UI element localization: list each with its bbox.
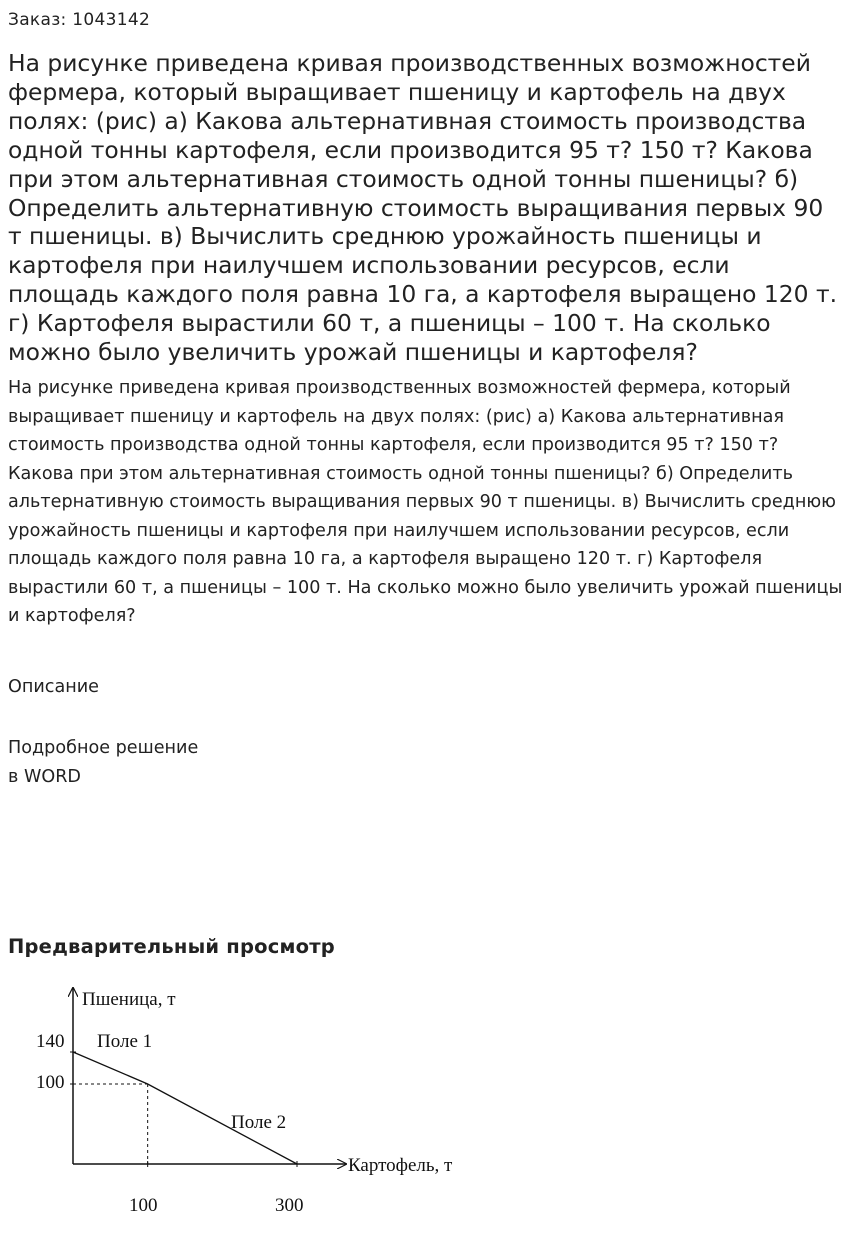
solution-label: Подробное решение <box>8 738 199 758</box>
order-number: Заказ: 1043142 <box>8 10 151 30</box>
task-description: На рисунке приведена кривая производственных возможностей фермера, который выращивает пшеницу и картофель на двух полях: (рис) а) Какова альтернативная стоимость производства одной тонны картофеля, если производится 95 т? 150 т? Какова при этом альтернативная стоимость одной тонны пшеницы? б) Определить альтернативную стоимость выращивания первых 90 т пшеницы. в) Вычислить среднюю урожайность пшеницы и картофеля при наилучшем использовании ресурсов, если площадь каждого поля равна 10 га, а картофеля выращено 120 т. г) Картофеля вырастили 60 т, а пшеницы – 100 т. На сколько можно было увеличить урожай пшеницы и картофеля? <box>8 378 843 626</box>
tick-marks <box>70 1052 297 1167</box>
x-tick-label-300: 300 <box>275 1195 304 1216</box>
ppf-curve-0 <box>73 1052 297 1164</box>
field-2-label: Поле 2 <box>231 1112 287 1133</box>
description-label: Описание <box>8 677 100 697</box>
y-tick-label-140: 140 <box>36 1031 65 1052</box>
x-tick-label-100: 100 <box>129 1195 158 1216</box>
y-tick-label-100: 100 <box>36 1072 65 1093</box>
ppf-line-layer <box>73 1052 297 1164</box>
preview-heading: Предварительный просмотр <box>8 935 335 958</box>
ppf-chart <box>0 975 520 1230</box>
guide-layer <box>73 1084 148 1164</box>
x-axis-label: Картофель, т <box>348 1155 453 1176</box>
solution-format: в WORD <box>8 767 81 787</box>
y-axis-label: Пшеница, т <box>82 989 176 1010</box>
page-title: На рисунке приведена кривая производственных возможностей фермера, который выращивает пшеницу и картофель на двух полях: (рис) а) Какова альтернативная стоимость производства одной тонны картофеля, если производится 95 т? 150 т? Какова при этом альтернативная стоимость одной тонны пшеницы? б) Определить альтернативную стоимость выращивания первых 90 т пшеницы. в) Вычислить среднюю урожайность пшеницы и картофеля при наилучшем использовании ресурсов, если площадь каждого поля равна 10 га, а картофеля выращено 120 т. г) Картофеля вырастили 60 т, а пшеницы – 100 т. На сколько можно было увеличить урожай пшеницы и картофеля? <box>8 49 838 367</box>
solution-info <box>8 734 198 792</box>
field-1-label: Поле 1 <box>97 1031 153 1052</box>
